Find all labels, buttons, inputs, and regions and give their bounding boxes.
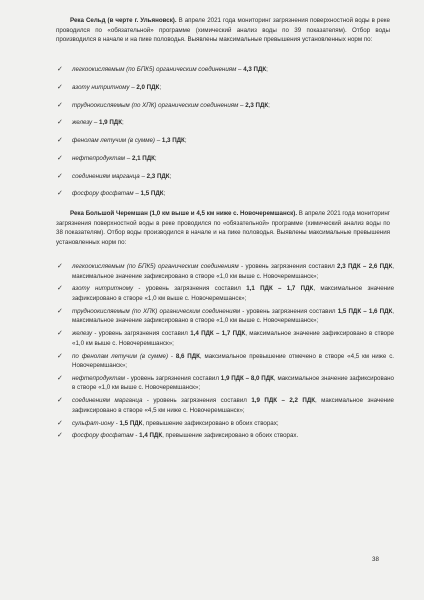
checkmark-icon: ✓	[57, 119, 63, 127]
list-item	[56, 284, 394, 303]
item-post: , превышение зафиксировано в обоих створах;	[142, 419, 279, 427]
item-name: фосфору фосфатам	[72, 190, 134, 198]
list-item	[56, 189, 394, 199]
item-pre: -	[114, 419, 120, 427]
list-item	[56, 118, 394, 128]
item-end: ;	[159, 83, 162, 91]
checkmark-icon: ✓	[57, 330, 63, 338]
item-post: , максимальное значение зафиксировано в створе «1,0 км выше с. Новочеремшанск»;	[72, 263, 394, 280]
item-post: , максимальное значение зафиксировано в створе «1,0 км выше с. Новочеремшанск»;	[72, 374, 394, 392]
checkmark-icon: ✓	[57, 101, 63, 109]
item-value: 1,9 ПДК – 2,2 ПДК	[251, 397, 316, 405]
item-end: ;	[163, 190, 166, 198]
item-name: нефтепродуктам	[72, 374, 126, 382]
list-item	[56, 307, 394, 326]
item-end: ;	[154, 154, 157, 162]
item-name: азоту нитритному	[72, 285, 134, 293]
list-item	[56, 65, 394, 75]
checkmark-icon: ✓	[57, 397, 63, 405]
section1-list	[56, 65, 394, 207]
item-value: 1,4 ПДК – 1,7 ПДК	[190, 330, 246, 338]
item-pre: - уровень загрязнения составил	[133, 285, 247, 293]
item-end: ;	[268, 101, 270, 109]
item-pre: - уровень загрязнения составил	[238, 263, 338, 270]
list-item	[56, 83, 394, 93]
item-dash: –	[92, 119, 100, 127]
item-value: 1,9 ПДК – 8,0 ПДК	[220, 374, 274, 382]
item-pre: -	[133, 432, 140, 440]
section2-intro: В апреле 2021 года мониторинг загрязнения поверхностной воды в реке проводился по «обязательной» программе (химический анализ воды по 38 показателям). Отбор воды производился в начале и на пике половодья. Выявлены максимальные превышения установленных норм по:	[56, 210, 390, 246]
item-value: 2,0 ПДК	[136, 83, 160, 91]
list-item	[56, 419, 394, 429]
item-value: 1,5 ПДК – 1,6 ПДК	[337, 307, 393, 315]
section1-heading: Река Сельд (в черте г. Ульяновск).	[70, 17, 177, 24]
page-number: 38	[372, 556, 379, 563]
item-value: 2,3 ПДК – 2,6 ПДК	[337, 263, 393, 270]
list-item	[56, 262, 394, 281]
item-name: трудноокисляемым (по ХПК) органическим соединениям	[72, 307, 241, 315]
checkmark-icon: ✓	[57, 137, 63, 145]
item-end: ;	[121, 119, 124, 127]
list-item	[56, 329, 394, 348]
checkmark-icon: ✓	[57, 66, 63, 73]
item-dash: –	[133, 190, 141, 198]
checkmark-icon: ✓	[57, 432, 63, 440]
list-item	[56, 396, 394, 415]
item-name: нефтепродуктам	[72, 154, 126, 162]
item-name: соединениям марганца	[72, 172, 140, 180]
item-name: азоту нитритному	[72, 83, 130, 91]
item-name: железу	[72, 330, 93, 338]
item-dash: –	[129, 83, 137, 91]
item-post: , превышение зафиксировано в обоих створах.	[162, 432, 299, 440]
section1-intro: В апреле 2021 года мониторинг загрязнения поверхностной воды в реке проводился по «обязательной» программе (химический анализ воды по 39 показателям). Отбор воды производился в начале и на пике половодья. Выявлены максимальные превышения установленных норм по:	[56, 17, 390, 44]
item-name: фенолам летучим (в сумме)	[72, 137, 155, 145]
item-dash: –	[125, 154, 132, 162]
item-value: 1,1 ПДК – 1,7 ПДК	[246, 285, 314, 293]
item-post: , максимальное значение зафиксировано в створе «1,0 км выше с. Новочеремшанск»;	[72, 330, 395, 347]
item-value: 2,3 ПДК	[146, 172, 170, 180]
list-item	[56, 172, 394, 182]
item-name: по фенолам летучим (в сумме)	[72, 352, 169, 360]
checkmark-icon: ✓	[57, 172, 63, 180]
checkmark-icon: ✓	[57, 307, 63, 315]
item-end: ;	[169, 172, 172, 180]
list-item	[56, 101, 394, 111]
item-post: , максимальное значение зафиксировано в створе «4,5 км ниже с. Новочеремшанск»;	[72, 397, 394, 414]
list-item	[56, 136, 394, 146]
item-pre: - уровень загрязнения составил	[142, 397, 252, 405]
item-post: , максимальное значение зафиксировано в створе «1,0 км выше с. Новочеремшанск»;	[72, 285, 395, 302]
item-pre: - уровень загрязнения составил	[125, 374, 221, 382]
item-pre: - уровень загрязнения составил	[240, 307, 338, 315]
list-item	[56, 352, 394, 371]
item-value: 4,3 ПДК	[243, 66, 267, 73]
item-value: 1,4 ПДК	[139, 432, 163, 440]
checkmark-icon: ✓	[57, 83, 63, 91]
section1-paragraph	[56, 16, 390, 45]
checkmark-icon: ✓	[57, 374, 63, 382]
checkmark-icon: ✓	[57, 285, 63, 293]
item-value: 1,5 ПДК	[140, 190, 164, 198]
item-dash: –	[236, 66, 244, 73]
checkmark-icon: ✓	[57, 352, 63, 360]
checkmark-icon: ✓	[57, 263, 63, 270]
item-post: , максимальное превышение отмечено в створе «4,5 км ниже с. Новочеремшанск»;	[72, 352, 395, 370]
item-dash: –	[154, 137, 162, 145]
section2-heading: Река Большой Черемшан (1,0 км выше и 4,5 км ниже с. Новочеремшанск).	[70, 210, 298, 217]
list-item	[56, 431, 394, 441]
item-value: 1,9 ПДК	[99, 119, 122, 127]
checkmark-icon: ✓	[57, 154, 63, 162]
checkmark-icon: ✓	[57, 190, 63, 198]
item-value: 1,5 ПДК	[119, 419, 143, 427]
item-value: 8,6 ПДК	[175, 352, 200, 360]
item-name: легкоокисляемым (по БПК5) органическим соединениям	[72, 66, 237, 73]
item-name: трудноокисляемым (по ХПК) органическим соединениям	[72, 101, 239, 109]
section2-list	[56, 262, 394, 444]
list-item	[56, 154, 394, 164]
item-value: 2,3 ПДК	[245, 101, 269, 109]
item-dash: –	[139, 172, 147, 180]
item-name: фосфору фосфатам	[72, 432, 134, 440]
item-value: 2,1 ПДК	[131, 154, 155, 162]
item-dash: –	[238, 101, 246, 109]
section2-paragraph	[56, 209, 390, 247]
item-post: , максимальное значение зафиксировано в створе «1,0 км выше с. Новочеремшанск»;	[72, 307, 395, 325]
checkmark-icon: ✓	[57, 419, 63, 427]
item-name: сульфат-иону	[72, 419, 114, 427]
item-pre: -	[168, 352, 176, 360]
item-end: ;	[184, 137, 187, 145]
item-end: ;	[266, 66, 268, 73]
list-item	[56, 374, 394, 393]
item-value: 1,3 ПДК	[161, 137, 185, 145]
item-name: железу	[72, 119, 93, 127]
item-pre: - уровень загрязнения составил	[92, 330, 191, 338]
item-name: соединениям марганца	[72, 397, 143, 405]
item-name: легкоокисляемым (по БПК5) органическим соединениям	[72, 263, 239, 270]
